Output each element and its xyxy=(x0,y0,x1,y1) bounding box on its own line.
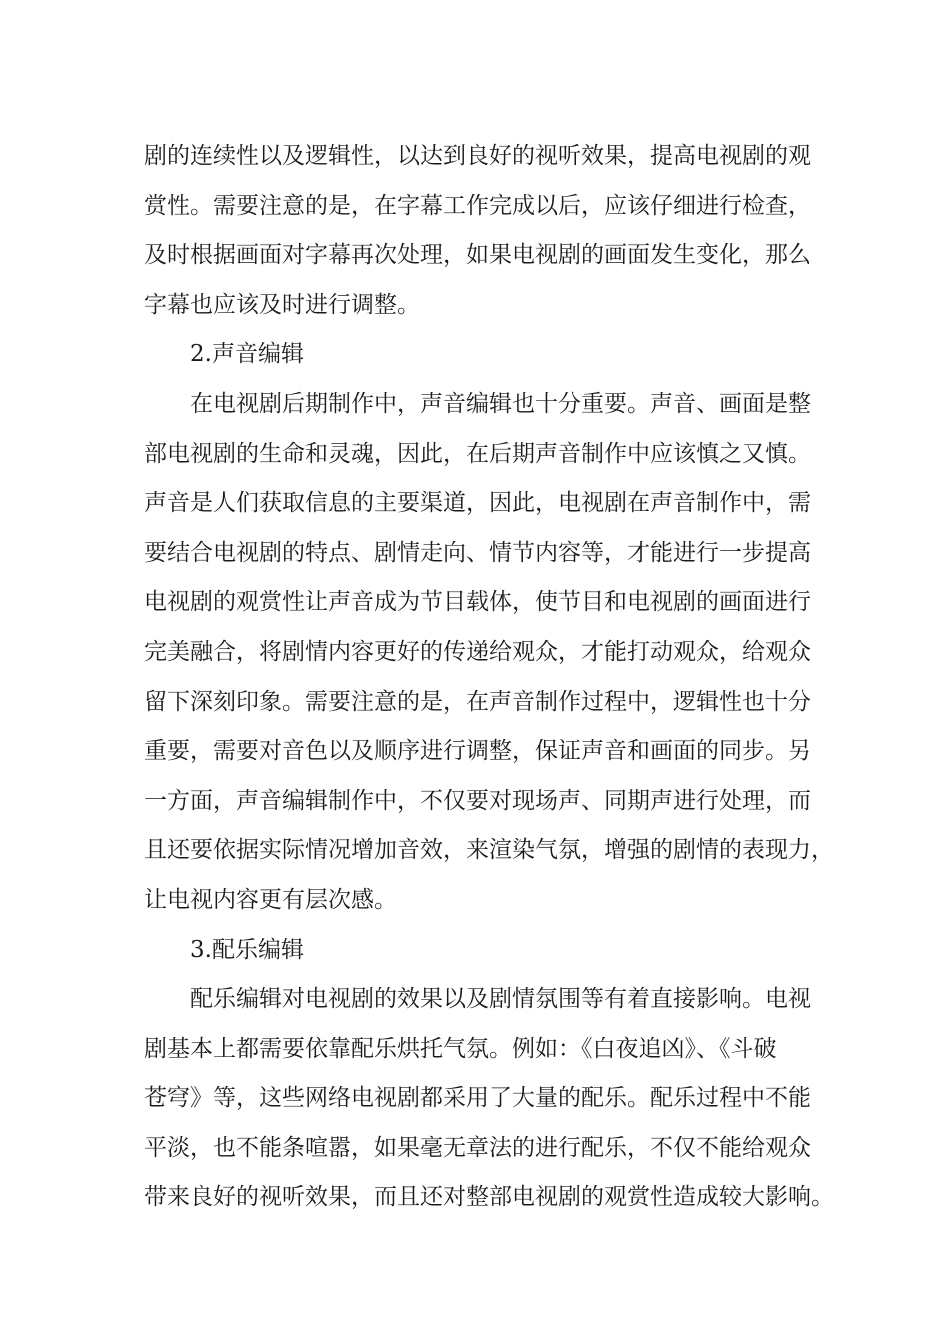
paragraph-line: 要结合电视剧的特点、剧情走向、情节内容等，才能进行一步提高 xyxy=(144,539,811,566)
paragraph-line: 配乐编辑对电视剧的效果以及剧情氛围等有着直接影响。电视 xyxy=(190,986,811,1013)
body-text xyxy=(144,132,834,1223)
paragraph-line: 在电视剧后期制作中，声音编辑也十分重要。声音、画面是整 xyxy=(190,390,811,417)
section-heading-music-editing: 3.配乐编辑 xyxy=(190,936,304,963)
paragraph-line: 及时根据画面对字幕再次处理，如果电视剧的画面发生变化，那么 xyxy=(144,242,811,269)
paragraph-line: 重要，需要对音色以及顺序进行调整，保证声音和画面的同步。另 xyxy=(144,738,811,765)
paragraph-line: 一方面，声音编辑制作中，不仅要对现场声、同期声进行处理，而 xyxy=(144,787,811,814)
paragraph-line: 剧的连续性以及逻辑性，以达到良好的视听效果，提高电视剧的观 xyxy=(144,143,811,169)
paragraph-line: 字幕也应该及时进行调整。 xyxy=(144,291,420,318)
paragraph-line: 电视剧的观赏性让声音成为节目载体，使节目和电视剧的画面进行 xyxy=(144,589,811,616)
paragraph-line: 平淡，也不能条喧嚣，如果毫无章法的进行配乐，不仅不能给观众 xyxy=(144,1134,811,1161)
paragraph-line: 苍穹》等，这些网络电视剧都采用了大量的配乐。配乐过程中不能 xyxy=(144,1085,811,1112)
paragraph-line: 且还要依据实际情况增加音效，来渲染气氛，增强的剧情的表现力， xyxy=(144,837,834,864)
paragraph-line: 部电视剧的生命和灵魂，因此，在后期声音制作中应该慎之又慎。 xyxy=(144,440,811,467)
paragraph-line: 让电视内容更有层次感。 xyxy=(144,886,397,913)
paragraph-line: 赏性。需要注意的是，在字幕工作完成以后，应该仔细进行检查， xyxy=(144,192,811,219)
paragraph-line: 剧基本上都需要依靠配乐烘托气氛。例如：《白夜追凶》、《斗破 xyxy=(144,1035,777,1062)
paragraph-line: 声音是人们获取信息的主要渠道，因此，电视剧在声音制作中，需 xyxy=(144,490,811,517)
paragraph-line: 带来良好的视听效果，而且还对整部电视剧的观赏性造成较大影响。 xyxy=(144,1184,834,1211)
paragraph-line: 留下深刻印象。需要注意的是，在声音制作过程中，逻辑性也十分 xyxy=(144,688,811,715)
section-heading-sound-editing: 2.声音编辑 xyxy=(190,341,304,368)
paragraph-line: 完美融合，将剧情内容更好的传递给观众，才能打动观众，给观众 xyxy=(144,638,811,665)
